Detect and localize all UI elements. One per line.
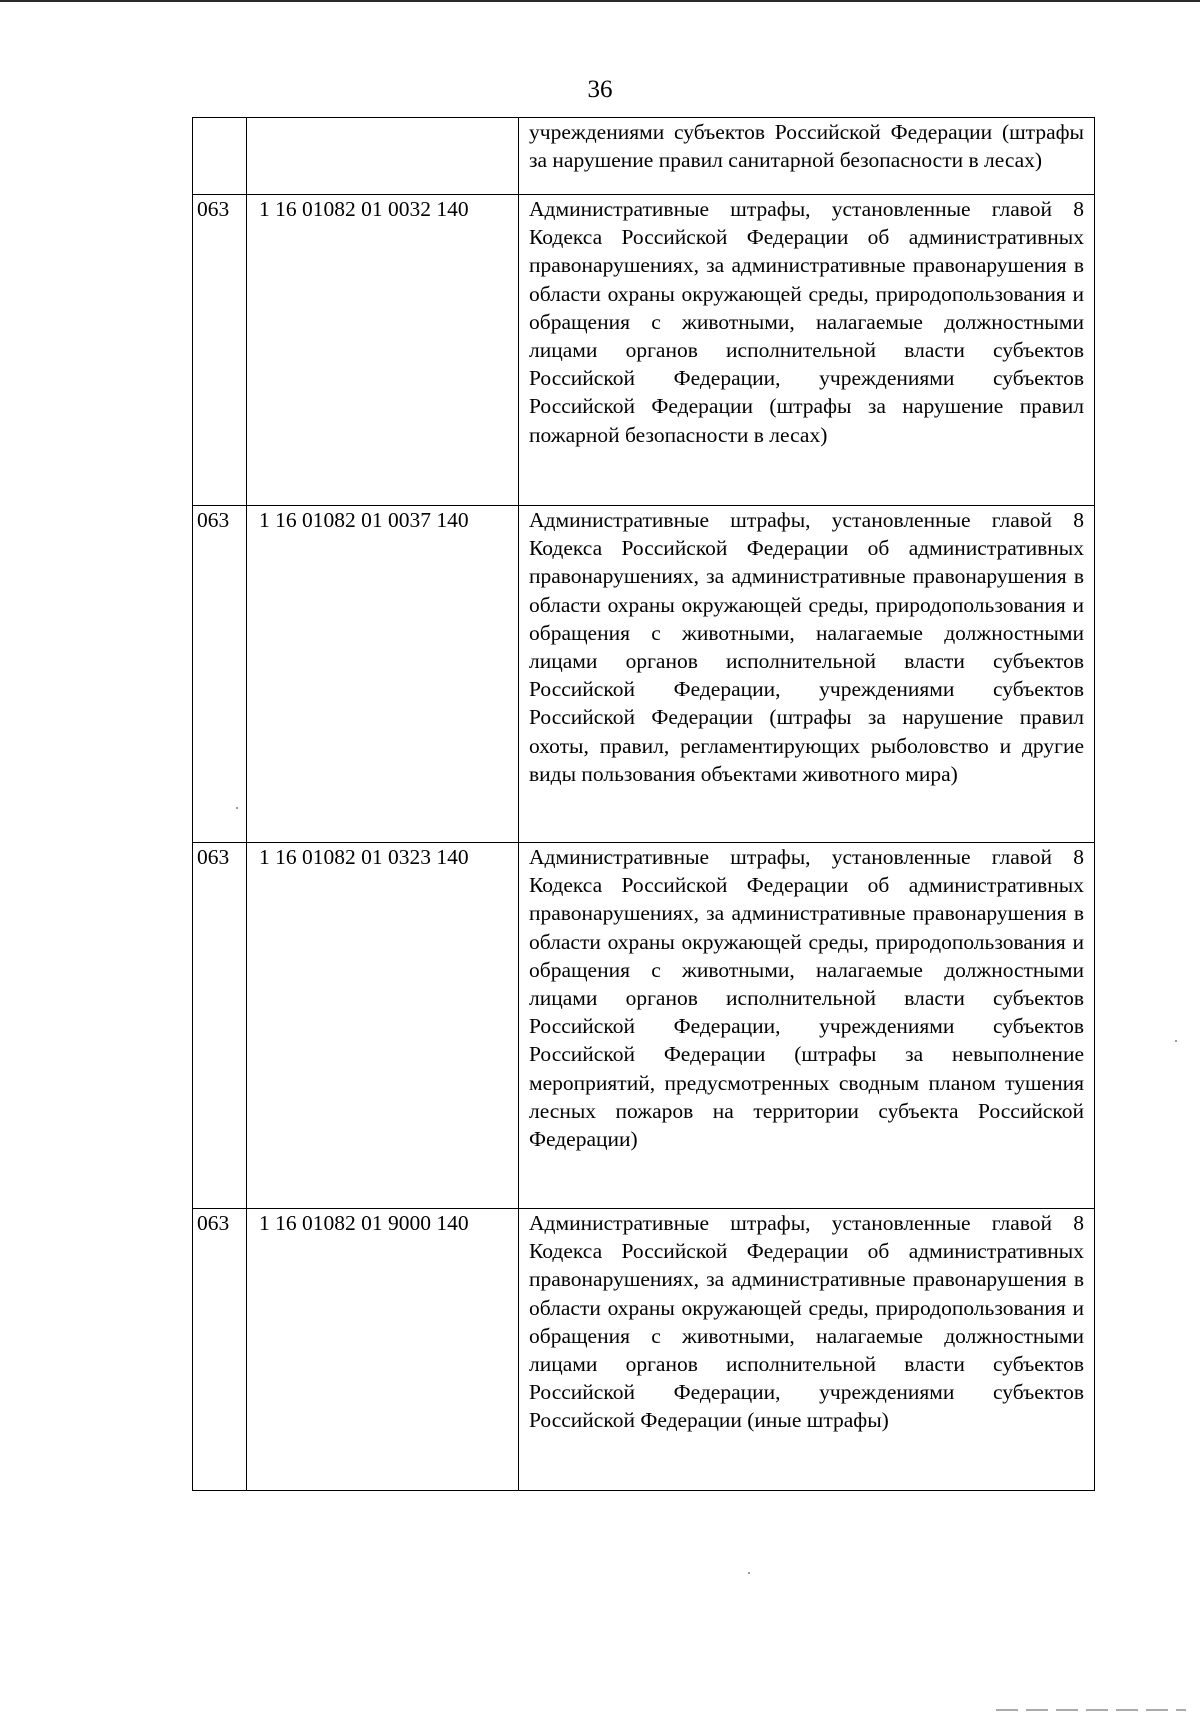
scan-speck: [1175, 1040, 1177, 1042]
page-number: 36: [587, 76, 613, 103]
table-row: [193, 195, 1095, 506]
table-row: [193, 506, 1095, 843]
description-cell: Административные штрафы, установленные главой 8 Кодекса Российской Федерации об административных правонарушениях, за административные правонарушения в области охраны окружающей среды, природопользования и обращения с животными, налагаемые должностными лицами органов исполнительной власти субъектов Российской Федерации, учреждениями субъектов Российской Федерации (штрафы за нарушение правил охоты, правил, регламентирующих рыболовство и другие виды пользования объектами животного мира): [519, 506, 1095, 843]
budget-code-cell: [247, 118, 519, 195]
description-cell: Административные штрафы, установленные главой 8 Кодекса Российской Федерации об административных правонарушениях, за административные правонарушения в области охраны окружающей среды, природопользования и обращения с животными, налагаемые должностными лицами органов исполнительной власти субъектов Российской Федерации, учреждениями субъектов Российской Федерации (иные штрафы): [519, 1209, 1095, 1491]
admin-code-cell: 063: [193, 843, 247, 1209]
scan-speck: [236, 807, 238, 809]
admin-code-cell: 063: [193, 195, 247, 506]
budget-code-cell: 1 16 01082 01 0037 140: [247, 506, 519, 843]
budget-code-cell: 1 16 01082 01 0323 140: [247, 843, 519, 1209]
budget-code-cell: 1 16 01082 01 9000 140: [247, 1209, 519, 1491]
table-row: [193, 843, 1095, 1209]
scan-top-edge: [0, 0, 1200, 2]
scan-speck: [748, 1572, 750, 1574]
budget-code-cell: 1 16 01082 01 0032 140: [247, 195, 519, 506]
description-cell: Административные штрафы, установленные главой 8 Кодекса Российской Федерации об административных правонарушениях, за административные правонарушения в области охраны окружающей среды, природопользования и обращения с животными, налагаемые должностными лицами органов исполнительной власти субъектов Российской Федерации, учреждениями субъектов Российской Федерации (штрафы за невыполнение мероприятий, предусмотренных сводным планом тушения лесных пожаров на территории субъекта Российской Федерации): [519, 843, 1095, 1209]
admin-code-cell: 063: [193, 1209, 247, 1491]
revenue-codes-table: [192, 117, 1095, 1491]
table-row: [193, 1209, 1095, 1491]
admin-code-cell: 063: [193, 506, 247, 843]
scan-bottom-marks: [996, 1709, 1186, 1711]
description-cell: Административные штрафы, установленные главой 8 Кодекса Российской Федерации об административных правонарушениях, за административные правонарушения в области охраны окружающей среды, природопользования и обращения с животными, налагаемые должностными лицами органов исполнительной власти субъектов Российской Федерации, учреждениями субъектов Российской Федерации (штрафы за нарушение правил пожарной безопасности в лесах): [519, 195, 1095, 506]
table-row: [193, 118, 1095, 195]
description-cell: учреждениями субъектов Российской Федерации (штрафы за нарушение правил санитарной безопасности в лесах): [519, 118, 1095, 195]
admin-code-cell: [193, 118, 247, 195]
